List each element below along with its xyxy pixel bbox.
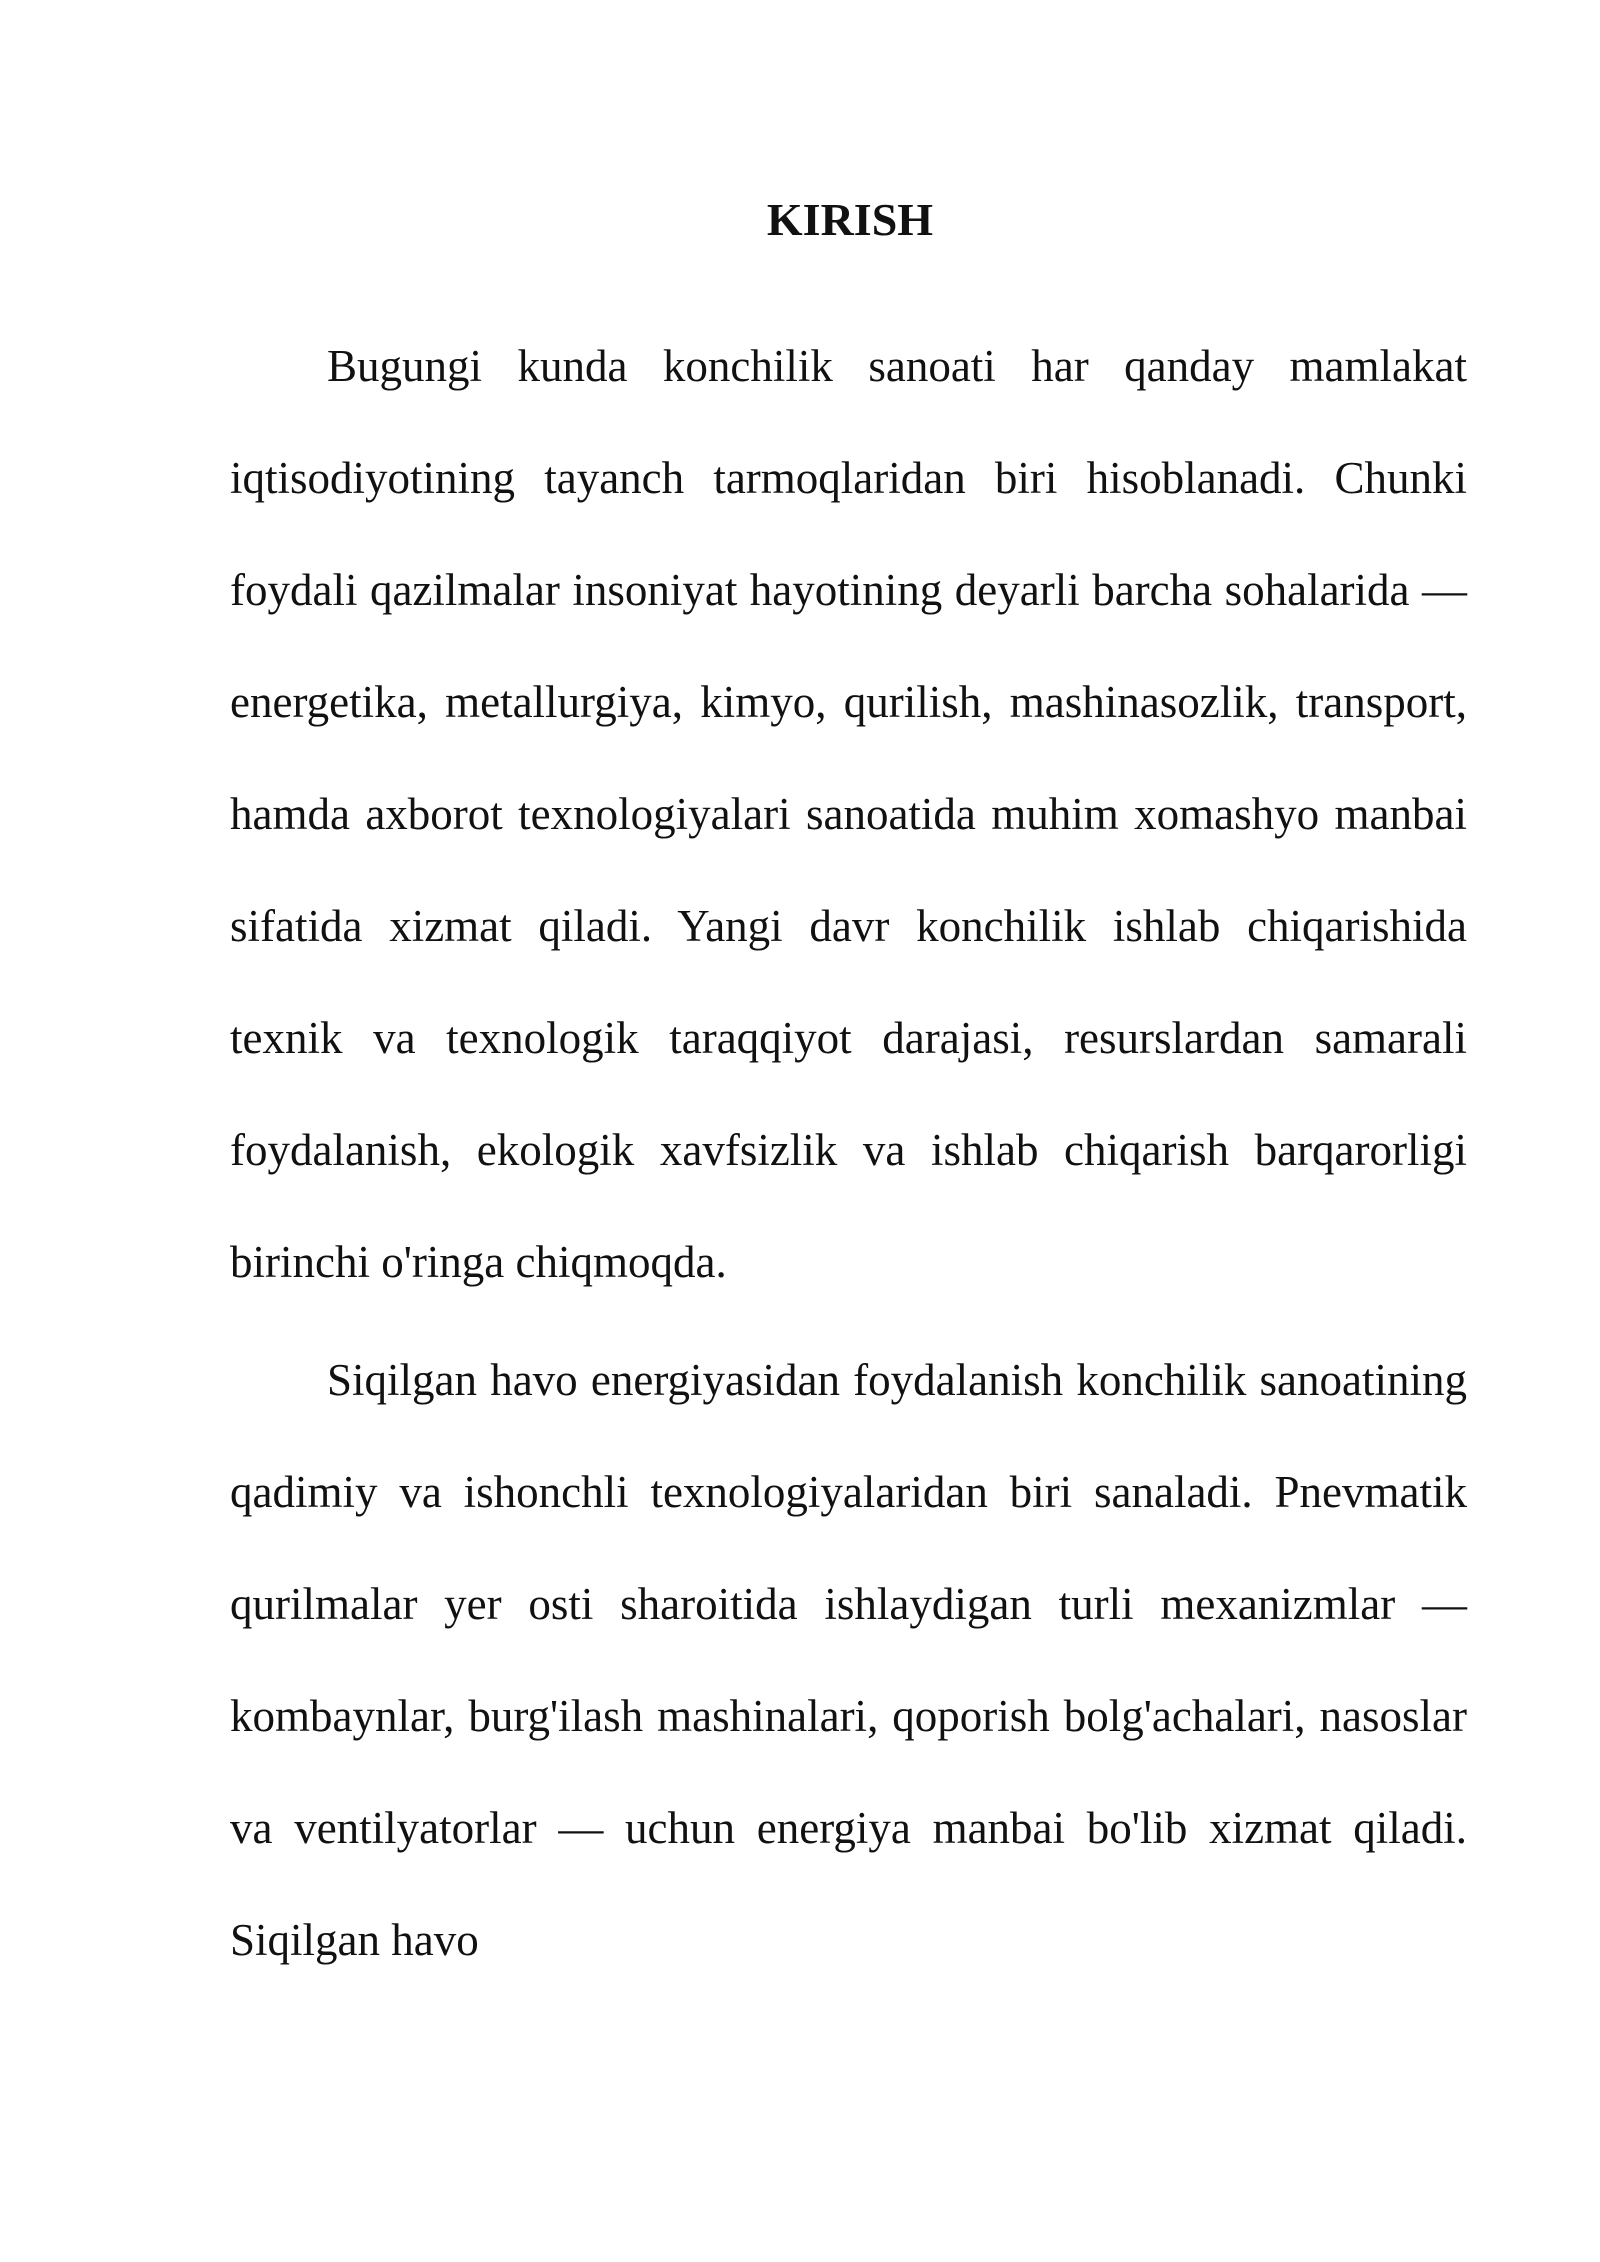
document-body	[230, 310, 1467, 1996]
paragraph-compressed-air: Siqilgan havo energiyasidan foydalanish konchilik sanoatining qadimiy va ishonchli texnologiyalaridan biri sanaladi. Pnevmatik qurilmalar yer osti sharoitida ishlaydigan turli mexanizmlar — kombaynlar, burg'ilash mashinalari, qoporish bolg'achalari, nasoslar va ventilyatorlar — uchun energiya manbai bo'lib xizmat qiladi. Siqilgan havo	[230, 1355, 1467, 1965]
paragraph-intro: Bugungi kunda konchilik sanoati har qanday mamlakat iqtisodiyotining tayanch tarmoqlaridan biri hisoblanadi. Chunki foydali qazilmalar insoniyat hayotining deyarli barcha sohalarida — energetika, metallurgiya, kimyo, qurilish, mashinasozlik, transport, hamda axborot texnologiyalari sanoatida muhim xomashyo manbai sifatida xizmat qiladi. Yangi davr konchilik ishlab chiqarishida texnik va texnologik taraqqiyot darajasi, resurslardan samarali foydalanish, ekologik xavfsizlik va ishlab chiqarish barqarorligi birinchi o'ringa chiqmoqda.	[230, 341, 1467, 1287]
page-title: KIRISH	[766, 194, 934, 245]
